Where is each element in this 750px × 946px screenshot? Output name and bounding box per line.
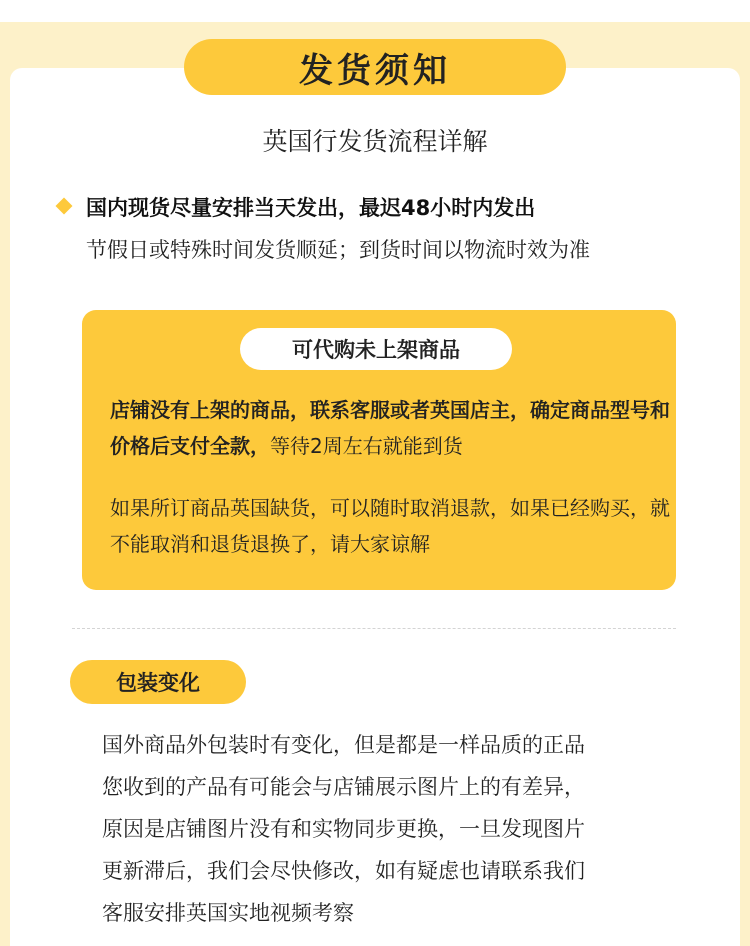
page-title: 发货须知 (184, 39, 566, 95)
shipping-note-primary: 国内现货尽量安排当天发出，最迟48小时内发出 (86, 196, 536, 220)
page-subtitle: 英国行发货流程详解 (262, 127, 488, 156)
packaging-line: 更新滞后，我们会尽快修改，如有疑虑也请联系我们 (102, 859, 585, 883)
preorder-paragraph-2: 如果所订商品英国缺货，可以随时取消退款，如果已经购买，就不能取消和退货退换了，请大家谅解 (110, 496, 670, 556)
preorder-title: 可代购未上架商品 (240, 328, 512, 370)
packaging-line: 您收到的产品有可能会与店铺展示图片上的有差异， (102, 775, 585, 799)
packaging-line: 客服安排英国实地视频考察 (102, 901, 354, 925)
packaging-text (102, 724, 585, 934)
packaging-line: 国外商品外包装时有变化，但是都是一样品质的正品 (102, 733, 585, 757)
shipping-note-secondary: 节假日或特殊时间发货顺延；到货时间以物流时效为准 (86, 238, 590, 262)
preorder-paragraph-1 (110, 392, 670, 464)
preorder-paragraph-1-bold: 店铺没有上架的商品，联系客服或者英国店主，确定商品型号和价格后支付全款， (110, 398, 670, 458)
packaging-line: 原因是店铺图片没有和实物同步更换，一旦发现图片 (102, 817, 585, 841)
packaging-title: 包装变化 (70, 660, 246, 704)
preorder-paragraph-1-rest: 等待2周左右就能到货 (270, 434, 463, 458)
section-divider (72, 628, 676, 629)
